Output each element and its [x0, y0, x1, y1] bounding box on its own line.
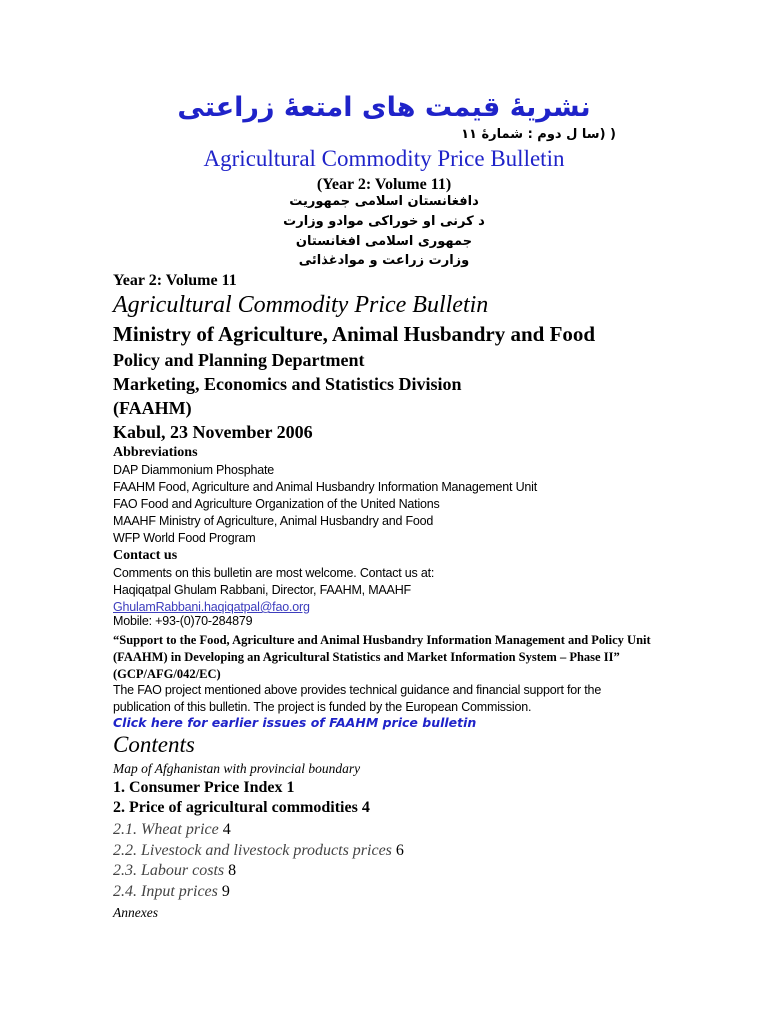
- unit-name: (FAAHM): [113, 398, 192, 418]
- project-description: The FAO project mentioned above provides technical guidance and financial support for the publication of this bulletin. The project is funded by the European Commission.: [113, 683, 602, 714]
- toc-page-number: 4: [222, 821, 231, 838]
- persian-line-2: د کرنی او خوراکی موادو وزارت: [283, 214, 485, 229]
- year-volume: Year 2: Volume 11: [113, 272, 237, 289]
- toc-sub-label: 2.1. Wheat price: [113, 821, 219, 838]
- toc-page-number: 6: [395, 842, 404, 859]
- toc-item-input-prices[interactable]: [113, 883, 230, 901]
- contact-mobile: Mobile: +93-(0)70-284879: [113, 614, 253, 628]
- persian-line-4: وزارت زراعت و موادغذائی: [298, 253, 470, 268]
- abbreviation-item: WFP World Food Program: [113, 531, 256, 545]
- toc-sub-label: 2.4. Input prices: [113, 883, 218, 900]
- persian-title: نشريهٔ قيمت های امتعهٔ زراعتی: [177, 92, 591, 123]
- abbreviation-item: FAO Food and Agriculture Organization of the United Nations: [113, 497, 440, 511]
- english-title: Agricultural Commodity Price Bulletin: [203, 146, 565, 171]
- toc-item-consumer-price-index[interactable]: 1. Consumer Price Index 1: [113, 779, 295, 796]
- abbreviations-heading: Abbreviations: [113, 445, 198, 460]
- toc-annexes[interactable]: Annexes: [113, 905, 158, 920]
- department-name: Policy and Planning Department: [113, 350, 365, 370]
- abbreviation-item: FAAHM Food, Agriculture and Animal Husbandry Information Management Unit: [113, 480, 538, 494]
- project-support-text: “Support to the Food, Agriculture and Animal Husbandry Information Management and Policy Unit (FAAHM) in Developing an Agricultural Statistics and Market Information System – Phase II” (GCP/AFG/042/EC): [113, 633, 651, 681]
- toc-page-number: 8: [228, 862, 237, 879]
- bulletin-title: Agricultural Commodity Price Bulletin: [113, 292, 489, 318]
- toc-page-number: 9: [221, 883, 230, 900]
- abbreviation-item: MAAHF Ministry of Agriculture, Animal Husbandry and Food: [113, 514, 434, 528]
- division-name: Marketing, Economics and Statistics Division: [113, 374, 462, 394]
- abbreviation-item: DAP Diammonium Phosphate: [113, 463, 275, 477]
- persian-line-1: دافغانستان اسلامی جمهوریت: [289, 194, 479, 209]
- contact-email-link[interactable]: GhulamRabbani.haqiqatpal@fao.org: [113, 600, 310, 614]
- persian-year-volume: ( (سا ل دوم : شمارهٔ ۱۱: [461, 127, 616, 142]
- contact-intro: Comments on this bulletin are most welcome. Contact us at:: [113, 566, 435, 580]
- place-date: Kabul, 23 November 2006: [113, 422, 313, 442]
- persian-line-3: جمهوری اسلامی افغانستان: [295, 234, 473, 249]
- toc-map-item[interactable]: Map of Afghanistan with provincial boundary: [113, 761, 361, 776]
- year-volume-heading: (Year 2: Volume 11): [316, 176, 452, 193]
- contact-heading: Contact us: [113, 548, 178, 563]
- toc-item-labour-costs[interactable]: [113, 862, 236, 880]
- contact-person: Haqiqatpal Ghulam Rabbani, Director, FAAHM, MAAHF: [113, 583, 411, 597]
- toc-sub-label: 2.2. Livestock and livestock products prices: [113, 842, 392, 859]
- toc-item-livestock-prices[interactable]: [113, 842, 404, 860]
- toc-item-wheat-price[interactable]: [113, 821, 231, 839]
- ministry-name: Ministry of Agriculture, Animal Husbandry and Food: [113, 322, 596, 346]
- contents-heading: Contents: [113, 732, 195, 757]
- earlier-issues-link[interactable]: Click here for earlier issues of FAAHM price bulletin: [113, 715, 477, 730]
- toc-sub-label: 2.3. Labour costs: [113, 862, 225, 879]
- toc-item-agricultural-commodities[interactable]: 2. Price of agricultural commodities 4: [113, 799, 370, 816]
